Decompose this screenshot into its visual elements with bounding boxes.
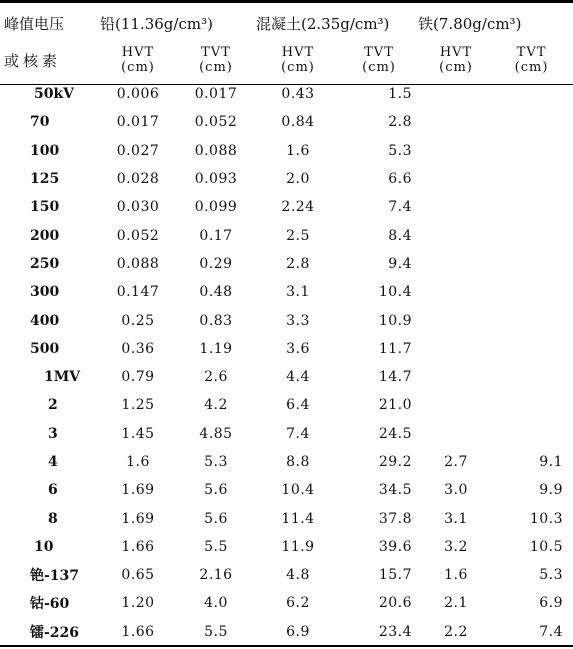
concrete-hvt-cell: 8.8 [286, 454, 310, 470]
lead-hvt-cell: 0.36 [121, 340, 155, 357]
concrete-tvt-cell: 39.6 [378, 538, 413, 555]
table-row [4, 306, 569, 334]
table-row [4, 391, 569, 419]
lead-hvt-cell: 0.028 [116, 171, 160, 188]
row-label: 铯-137 [30, 568, 80, 585]
lead-hvt-cell: 0.79 [121, 369, 155, 386]
iron-tvt-cell: 10.5 [529, 538, 564, 555]
concrete-tvt-cell: 21.0 [378, 397, 413, 414]
iron-tvt-cell [494, 221, 569, 249]
row-label: 1MV [44, 369, 81, 386]
table-row [4, 165, 569, 193]
iron-hvt-cell [418, 306, 494, 334]
row-label: 8 [48, 510, 58, 527]
lead-tvt-cell: 1.19 [199, 340, 233, 357]
table-row [4, 589, 569, 617]
top-rule [0, 0, 573, 3]
concrete-hvt-cell: 3.3 [286, 312, 310, 329]
iron-group-header [418, 6, 569, 40]
lead-hvt-cell: 0.25 [121, 312, 155, 329]
lead-hvt-cell: 1.66 [121, 538, 155, 555]
table-row [4, 193, 569, 221]
iron-hvt-cell [418, 278, 494, 306]
row-label: 100 [30, 142, 60, 159]
concrete-hvt-header: HVT (cm) [281, 45, 315, 75]
table-row [4, 363, 569, 391]
concrete-density: (2.35g/cm³) [301, 14, 390, 33]
row-label: 125 [30, 171, 60, 188]
table-body [4, 80, 569, 646]
lead-hvt-cell: 0.030 [116, 199, 160, 216]
lead-tvt-cell: 0.17 [199, 227, 233, 244]
iron-hvt-cell [418, 363, 494, 391]
concrete-hvt-cell: 2.8 [286, 255, 310, 272]
row-label: 镭-226 [30, 624, 80, 641]
table-row [4, 335, 569, 363]
iron-hvt-cell [418, 137, 494, 165]
concrete-hvt-cell: 3.1 [286, 284, 310, 301]
lead-hvt-cell: 1.66 [121, 623, 155, 640]
lead-tvt-cell: 4.0 [204, 595, 228, 612]
concrete-tvt-cell: 24.5 [378, 425, 413, 442]
concrete-hvt-cell: 6.4 [286, 397, 310, 414]
iron-hvt-cell [418, 335, 494, 363]
concrete-tvt-cell: 29.2 [378, 454, 413, 470]
lead-hvt-cell: 1.69 [121, 482, 155, 499]
lead-tvt-cell: 0.099 [194, 199, 238, 216]
table-row [4, 420, 569, 448]
row-label: 400 [30, 312, 60, 329]
iron-tvt-cell: 7.4 [539, 623, 564, 640]
iron-tvt-cell [494, 193, 569, 221]
header-row-units [4, 40, 569, 80]
iron-tvt-cell: 10.3 [529, 510, 564, 527]
lead-hvt-cell: 0.65 [121, 567, 155, 584]
iron-tvt-cell [494, 363, 569, 391]
row-label: 50kV [34, 86, 75, 103]
header-rule [0, 84, 573, 85]
iron-hvt-cell: 2.1 [444, 595, 468, 612]
lead-hvt-cell: 0.052 [116, 227, 160, 244]
lead-hvt-cell: 1.69 [121, 510, 155, 527]
iron-hvt-cell [418, 108, 494, 136]
lead-tvt-cell: 4.85 [199, 425, 233, 442]
table-row [4, 221, 569, 249]
table-row [4, 250, 569, 278]
concrete-tvt-cell: 10.9 [378, 312, 413, 329]
concrete-tvt-cell: 37.8 [378, 510, 413, 527]
concrete-tvt-cell: 14.7 [378, 369, 413, 386]
concrete-hvt-cell: 10.4 [281, 482, 315, 499]
lead-tvt-cell: 0.83 [199, 312, 233, 329]
lead-hvt-cell: 1.45 [121, 425, 155, 442]
lead-tvt-cell: 5.5 [204, 623, 228, 640]
iron-hvt-cell [418, 221, 494, 249]
iron-hvt-cell [418, 391, 494, 419]
lead-tvt-cell: 5.6 [204, 482, 228, 499]
lead-tvt-cell: 0.48 [199, 284, 233, 301]
row-label: 10 [34, 538, 54, 555]
iron-tvt-cell [494, 391, 569, 419]
concrete-tvt-cell: 6.6 [388, 171, 413, 188]
row-label: 200 [30, 227, 60, 244]
iron-tvt-cell [494, 335, 569, 363]
concrete-tvt-cell: 1.5 [388, 86, 413, 103]
lead-hvt-cell: 1.25 [121, 397, 155, 414]
concrete-tvt-cell: 15.7 [378, 567, 413, 584]
lead-group-header [100, 6, 256, 40]
concrete-hvt-cell: 11.9 [281, 538, 315, 555]
lead-hvt-cell: 0.017 [116, 114, 160, 131]
row-label: 500 [30, 340, 60, 357]
header-row-materials [4, 6, 569, 40]
iron-density: (7.80g/cm³) [433, 14, 522, 33]
iron-hvt-cell: 2.2 [444, 623, 468, 640]
iron-tvt-cell [494, 250, 569, 278]
iron-tvt-cell: 9.9 [539, 482, 564, 499]
concrete-hvt-cell: 0.84 [281, 114, 315, 131]
table-row [4, 618, 569, 646]
lead-hvt-cell: 1.20 [121, 595, 155, 612]
iron-hvt-cell [418, 165, 494, 193]
lead-tvt-cell: 0.088 [194, 142, 238, 159]
lead-hvt-header: HVT (cm) [121, 45, 155, 75]
lead-hvt-cell: 0.088 [116, 255, 160, 272]
lead-tvt-cell: 4.2 [204, 397, 228, 414]
iron-tvt-cell: 5.3 [539, 567, 564, 584]
iron-tvt-cell [494, 108, 569, 136]
iron-hvt-cell [418, 250, 494, 278]
iron-tvt-cell [494, 165, 569, 193]
concrete-hvt-cell: 11.4 [281, 510, 315, 527]
lead-hvt-cell: 1.6 [126, 454, 150, 470]
table-row [4, 504, 569, 532]
lead-tvt-cell: 0.093 [194, 171, 238, 188]
lead-hvt-cell: 0.147 [116, 284, 160, 301]
lead-material: 铅 [100, 14, 116, 33]
row-label-header-top: 峰值电压 [4, 14, 65, 33]
iron-tvt-cell: 9.1 [539, 454, 564, 470]
table-row [4, 278, 569, 306]
concrete-hvt-cell: 2.5 [286, 227, 310, 244]
row-label: 2 [48, 397, 58, 414]
row-label: 250 [30, 255, 60, 272]
concrete-tvt-cell: 8.4 [388, 227, 413, 244]
concrete-hvt-cell: 2.24 [281, 199, 315, 216]
concrete-hvt-cell: 4.8 [286, 567, 310, 584]
concrete-tvt-cell: 5.3 [388, 142, 413, 159]
row-label-header-bottom: 或核素 [4, 51, 62, 70]
iron-tvt-cell [494, 137, 569, 165]
concrete-tvt-cell: 7.4 [388, 199, 413, 216]
concrete-hvt-cell: 6.2 [286, 595, 310, 612]
lead-density: (11.36g/cm³) [115, 14, 213, 33]
iron-hvt-cell: 2.7 [444, 454, 468, 470]
concrete-hvt-cell: 1.6 [286, 142, 310, 159]
concrete-tvt-cell: 9.4 [388, 255, 413, 272]
iron-hvt-cell: 3.0 [444, 482, 468, 499]
row-label: 70 [30, 114, 50, 131]
lead-tvt-cell: 0.052 [194, 114, 238, 131]
row-label: 6 [48, 482, 58, 499]
concrete-hvt-cell: 3.6 [286, 340, 310, 357]
row-label: 钴-60 [30, 596, 70, 613]
concrete-material: 混凝土 [256, 14, 302, 33]
iron-hvt-cell [418, 420, 494, 448]
iron-hvt-cell: 3.1 [444, 510, 468, 527]
iron-hvt-cell [418, 193, 494, 221]
concrete-tvt-cell: 10.4 [378, 284, 413, 301]
table-row [4, 137, 569, 165]
lead-tvt-cell: 0.017 [194, 86, 238, 103]
iron-tvt-cell: 6.9 [539, 595, 564, 612]
row-label: 300 [30, 284, 60, 301]
iron-hvt-header: HVT (cm) [439, 45, 473, 75]
lead-tvt-cell: 0.29 [199, 255, 233, 272]
row-label: 4 [48, 454, 58, 470]
table-row [4, 448, 569, 476]
iron-material: 铁 [418, 14, 434, 33]
bottom-rule [0, 645, 573, 647]
iron-tvt-cell [494, 278, 569, 306]
concrete-hvt-cell: 2.0 [286, 171, 310, 188]
lead-hvt-cell: 0.006 [116, 86, 160, 103]
concrete-hvt-cell: 4.4 [286, 369, 310, 386]
iron-hvt-cell: 3.2 [444, 538, 468, 555]
row-label: 150 [30, 199, 60, 216]
attenuation-table [4, 6, 569, 646]
iron-tvt-header: TVT (cm) [514, 45, 549, 75]
table-row [4, 561, 569, 589]
concrete-hvt-cell: 7.4 [286, 425, 310, 442]
lead-tvt-cell: 2.16 [199, 567, 233, 584]
iron-tvt-cell [494, 420, 569, 448]
lead-tvt-header: TVT (cm) [199, 45, 233, 75]
concrete-hvt-cell: 0.43 [281, 86, 315, 103]
concrete-tvt-cell: 11.7 [378, 340, 413, 357]
concrete-hvt-cell: 6.9 [286, 623, 310, 640]
concrete-tvt-cell: 20.6 [378, 595, 413, 612]
concrete-tvt-cell: 23.4 [378, 623, 413, 640]
lead-tvt-cell: 2.6 [204, 369, 228, 386]
table-row [4, 108, 569, 136]
table-row [4, 476, 569, 504]
row-label: 3 [48, 425, 58, 442]
table-row [4, 533, 569, 561]
lead-tvt-cell: 5.5 [204, 538, 228, 555]
iron-tvt-cell [494, 306, 569, 334]
concrete-tvt-header: TVT (cm) [362, 45, 396, 75]
lead-tvt-cell: 5.6 [204, 510, 228, 527]
concrete-tvt-cell: 2.8 [388, 114, 413, 131]
lead-tvt-cell: 5.3 [204, 454, 228, 470]
iron-hvt-cell: 1.6 [444, 567, 468, 584]
lead-hvt-cell: 0.027 [116, 142, 160, 159]
concrete-group-header [256, 6, 418, 40]
concrete-tvt-cell: 34.5 [378, 482, 413, 499]
